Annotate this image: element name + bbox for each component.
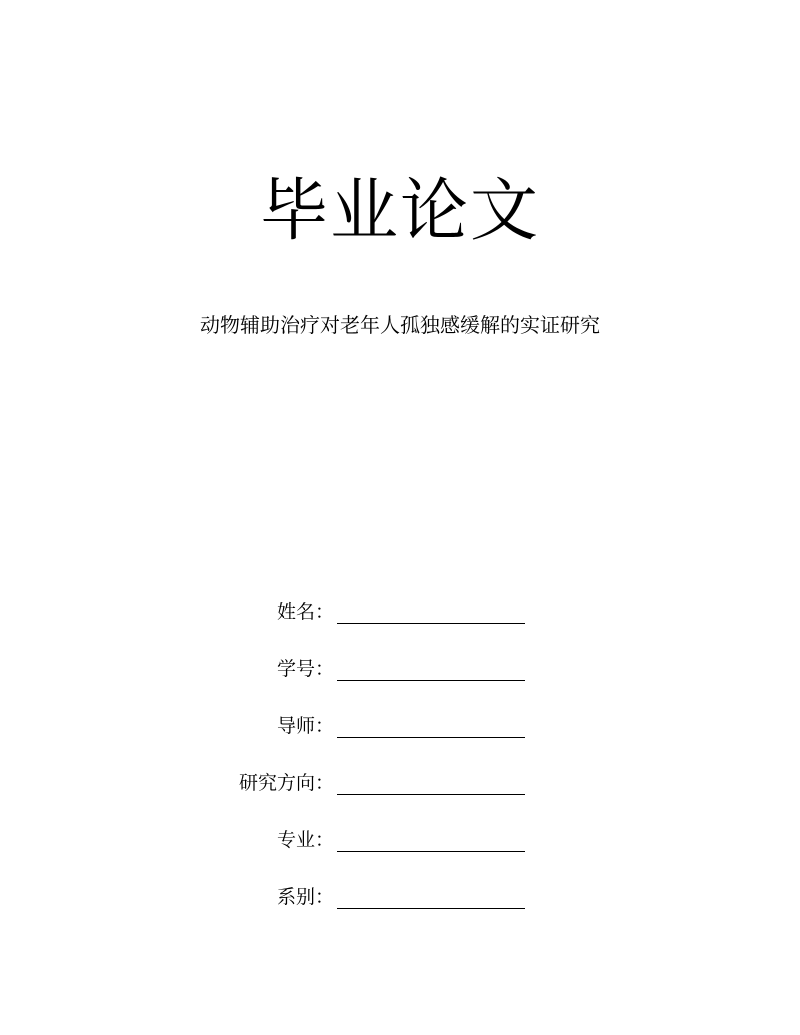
field-line-student-id	[337, 680, 525, 681]
field-row-name	[0, 596, 800, 632]
field-label-department: 系别：	[276, 886, 334, 908]
field-line-name	[337, 623, 525, 624]
field-label-name: 姓名：	[276, 601, 334, 623]
thesis-subtitle: 动物辅助治疗对老年人孤独感缓解的实证研究	[200, 313, 600, 337]
page-title: 毕业论文	[259, 172, 540, 251]
field-line-major	[337, 851, 525, 852]
field-row-advisor	[0, 710, 800, 746]
field-label-advisor: 导师：	[276, 715, 334, 737]
field-label-major: 专业：	[276, 829, 334, 851]
field-row-research-direction	[0, 767, 800, 803]
field-line-research-direction	[337, 794, 525, 795]
field-line-advisor	[337, 737, 525, 738]
field-label-student-id: 学号：	[276, 658, 334, 680]
field-label-research-direction: 研究方向：	[238, 772, 334, 794]
field-row-department	[0, 881, 800, 917]
field-row-student-id	[0, 653, 800, 689]
field-line-department	[337, 908, 525, 909]
field-row-major	[0, 824, 800, 860]
